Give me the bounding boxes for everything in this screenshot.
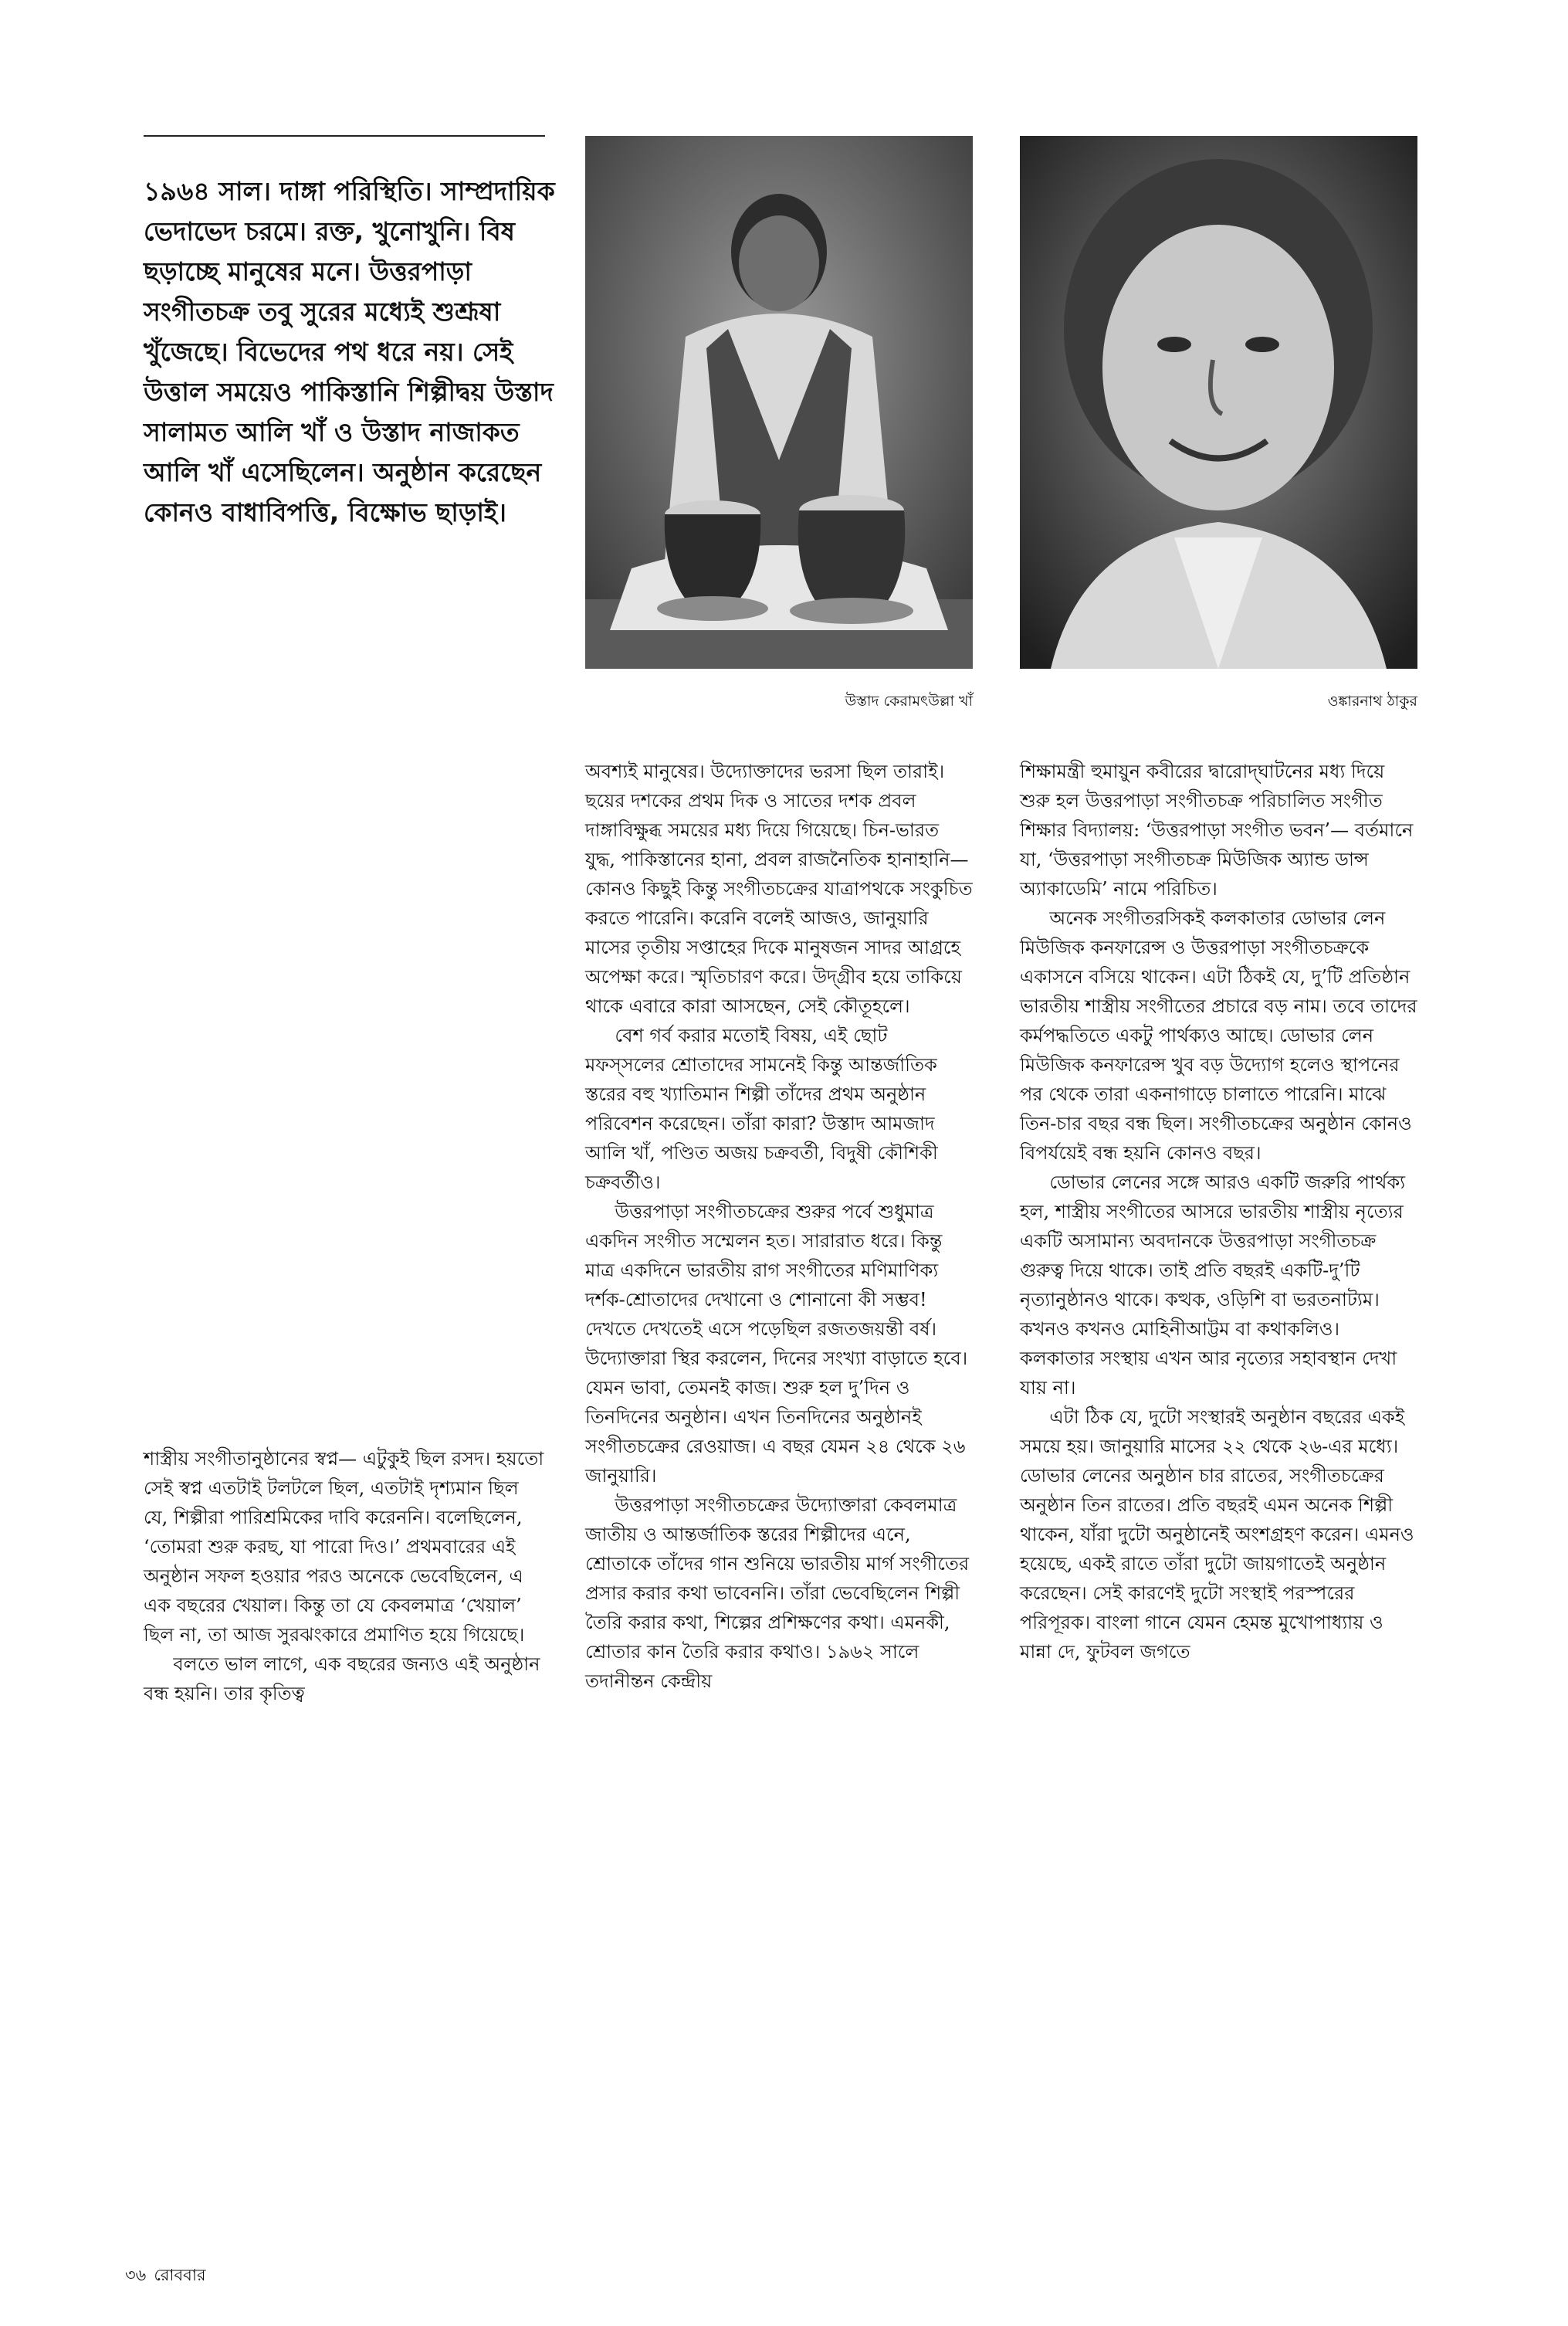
top-rule bbox=[144, 135, 545, 137]
caption-tabla-player: উস্তাদ কেরামৎউল্লা খাঁ bbox=[845, 693, 973, 710]
column-left bbox=[144, 1444, 545, 1708]
magazine-name: রোববার bbox=[154, 2266, 206, 2284]
caption-portrait: ওঙ্কারনাথ ঠাকুর bbox=[1327, 693, 1417, 710]
column-right bbox=[1020, 757, 1417, 1667]
photo-tabla-player bbox=[585, 136, 973, 669]
paragraph: শিক্ষামন্ত্রী হুমায়ুন কবীরের দ্বারোদ্‌ঘাটনের মধ্য দিয়ে শুরু হল উত্তরপাড়া সংগীতচক্র পরিচালিত সংগীত শিক্ষার বিদ্যালয়: ‘উত্তরপাড়া সংগীত ভবন’— বর্তমানে যা, ‘উত্তরপাড়া সংগীতচক্র মিউজিক অ্যান্ড ডান্স অ্যাকাডেমি’ নামে পরিচিত। bbox=[1020, 761, 1414, 900]
portrait-image bbox=[1020, 136, 1417, 669]
column-middle bbox=[585, 757, 973, 1696]
paragraph: ডোভার লেনের সঙ্গে আরও একটি জরুরি পার্থক্য হল, শাস্ত্রীয় সংগীতের আসরে ভারতীয় শাস্ত্রীয় নৃত্যের একটি অসামান্য অবদানকে উত্তরপাড়া সংগীতচক্র গুরুত্ব দিয়ে থাকে। তাই প্রতি বছরই একটি-দু’টি নৃত্যানুষ্ঠানও থাকে। কত্থক, ওড়িশি বা ভরতনাট্যম। কখনও কখনও মোহিনীআট্টম বা কথাকলিও। কলকাতার সংস্থায় এখন আর নৃত্যের সহাবস্থান দেখা যায় না। bbox=[1020, 1171, 1406, 1399]
paragraph: অবশ্যই মানুষের। উদ্যোক্তাদের ভরসা ছিল তারাই। ছয়ের দশকের প্রথম দিক ও সাতের দশক প্রবল দাঙ্গাবিক্ষুব্ধ সময়ের মধ্য দিয়ে গিয়েছে। চিন-ভারত যুদ্ধ, পাকিস্তানের হানা, প্রবল রাজনৈতিক হানাহানি— কোনও কিছুই কিন্তু সংগীতচক্রের যাত্রাপথকে সংকুচিত করতে পারেনি। করেনি বলেই আজও, জানুয়ারি মাসের তৃতীয় সপ্তাহের দিকে মানুষজন সাদর আগ্রহে অপেক্ষা করে। স্মৃতিচারণ করে। উদ্গ্রীব হয়ে তাকিয়ে থাকে এবারে কারা আসছেন, সেই কৌতূহলে। bbox=[585, 761, 973, 1017]
page-folio bbox=[125, 2263, 214, 2290]
paragraph: বলতে ভাল লাগে, এক বছরের জন্যও এই অনুষ্ঠান বন্ধ হয়নি। তার কৃতিত্ব bbox=[144, 1653, 540, 1704]
paragraph: শাস্ত্রীয় সংগীতানুষ্ঠানের স্বপ্ন— এটুকুই ছিল রসদ। হয়তো সেই স্বপ্ন এতটাই টলটলে ছিল, এতটাই দৃশ্যমান ছিল যে, শিল্পীরা পারিশ্রমিকের দাবি করেননি। বলেছিলেন, ‘তোমরা শুরু করছ, যা পারো দিও।’ প্রথমবারের এই অনুষ্ঠান সফল হওয়ার পরও অনেকে ভেবেছিলেন, এ এক বছরের খেয়াল। কিন্তু তা যে কেবলমাত্র ‘খেয়াল’ ছিল না, তা আজ সুরঝংকারে প্রমাণিত হয়ে গিয়েছে। bbox=[144, 1448, 544, 1646]
paragraph: এটা ঠিক যে, দুটো সংস্থারই অনুষ্ঠান বছরের একই সময়ে হয়। জানুয়ারি মাসের ২২ থেকে ২৬-এর মধ্যে। ডোভার লেনের অনুষ্ঠান চার রাতের, সংগীতচক্রের অনুষ্ঠান তিন রাতের। প্রতি বছরই এমন অনেক শিল্পী থাকেন, যাঁরা দুটো অনুষ্ঠানেই অংশগ্রহণ করেন। এমনও হয়েছে, একই রাতে তাঁরা দুটো জায়গাতেই অনুষ্ঠান করেছেন। সেই কারণেই দুটো সংস্থাই পরস্পরের পরিপূরক। বাংলা গানে যেমন হেমন্ত মুখোপাধ্যায় ও মান্না দে, ফুটবল জগতে bbox=[1020, 1406, 1414, 1663]
paragraph: অনেক সংগীতরসিকই কলকাতার ডোভার লেন মিউজিক কনফারেন্স ও উত্তরপাড়া সংগীতচক্রকে একাসনে বসিয়ে থাকেন। এটা ঠিকই যে, দু’টি প্রতিষ্ঠান ভারতীয় শাস্ত্রীয় সংগীতের প্রচারে বড় নাম। তবে তাদের কর্মপদ্ধতিতে একটু পার্থক্যও আছে। ডোভার লেন মিউজিক কনফারেন্স খুব বড় উদ্যোগ হলেও স্থাপনের পর থেকে তারা একনাগাড়ে চালাতে পারেনি। মাঝে তিন-চার বছর বন্ধ ছিল। সংগীতচক্রের অনুষ্ঠান কোনও বিপর্যয়েই বন্ধ হয়নি কোনও বছর। bbox=[1020, 907, 1417, 1164]
paragraph: উত্তরপাড়া সংগীতচক্রের উদ্যোক্তারা কেবলমাত্র জাতীয় ও আন্তর্জাতিক স্তরের শিল্পীদের এনে, শ্রোতাকে তাঁদের গান শুনিয়ে ভারতীয় মার্গ সংগীতের প্রসার করার কথা ভাবেননি। তাঁরা ভেবেছিলেন শিল্পী তৈরি করার কথা, শিল্পের প্রশিক্ষণের কথা। এমনকী, শ্রোতার কান তৈরি করার কথাও। ১৯৬২ সালে তদানীন্তন কেন্দ্রীয় bbox=[585, 1494, 970, 1692]
pull-quote: ১৯৬৪ সাল। দাঙ্গা পরিস্থিতি। সাম্প্রদায়িক ভেদাভেদ চরমে। রক্ত, খুনোখুনি। বিষ ছড়াচ্ছে মানুষের মনে। উত্তরপাড়া সংগীতচক্র তবু সুরের মধ্যেই শুশ্রূষা খুঁজেছে। বিভেদের পথ ধরে নয়। সেই উত্তাল সময়েও পাকিস্তানি শিল্পীদ্বয় উস্তাদ সালামত আলি খাঁ ও উস্তাদ নাজাকত আলি খাঁ এসেছিলেন। অনুষ্ঠান করেছেন কোনও বাধাবিপত্তি, বিক্ষোভ ছাড়াই। bbox=[144, 176, 555, 527]
paragraph: উত্তরপাড়া সংগীতচক্রের শুরুর পর্বে শুধুমাত্র একদিন সংগীত সম্মেলন হত। সারারাত ধরে। কিন্তু মাত্র একদিনে ভারতীয় রাগ সংগীতের মণিমাণিক্য দর্শক-শ্রোতাদের দেখানো ও শোনানো কী সম্ভব! দেখতে দেখতেই এসে পড়েছিল রজতজয়ন্তী বর্ষ। উদ্যোক্তারা স্থির করলেন, দিনের সংখ্যা বাড়াতে হবে। যেমন ভাবা, তেমনই কাজ। শুরু হল দু’দিন ও তিনদিনের অনুষ্ঠান। এখন তিনদিনের অনুষ্ঠানই সংগীতচক্রের রেওয়াজ। এ বছর যেমন ২৪ থেকে ২৬ জানুয়ারি। bbox=[585, 1201, 968, 1487]
paragraph: বেশ গর্ব করার মতোই বিষয়, এই ছোট মফস্সলের শ্রোতাদের সামনেই কিন্তু আন্তর্জাতিক স্তরের বহু খ্যাতিমান শিল্পী তাঁদের প্রথম অনুষ্ঠান পরিবেশন করেছেন। তাঁরা কারা? উস্তাদ আমজাদ আলি খাঁ, পণ্ডিত অজয় চক্রবর্তী, বিদুষী কৌশিকী চক্রবর্তীও। bbox=[585, 1025, 938, 1193]
tabla-player-image bbox=[585, 136, 973, 669]
photo-portrait bbox=[1020, 136, 1417, 669]
page-number: ৩৬ bbox=[125, 2266, 147, 2284]
